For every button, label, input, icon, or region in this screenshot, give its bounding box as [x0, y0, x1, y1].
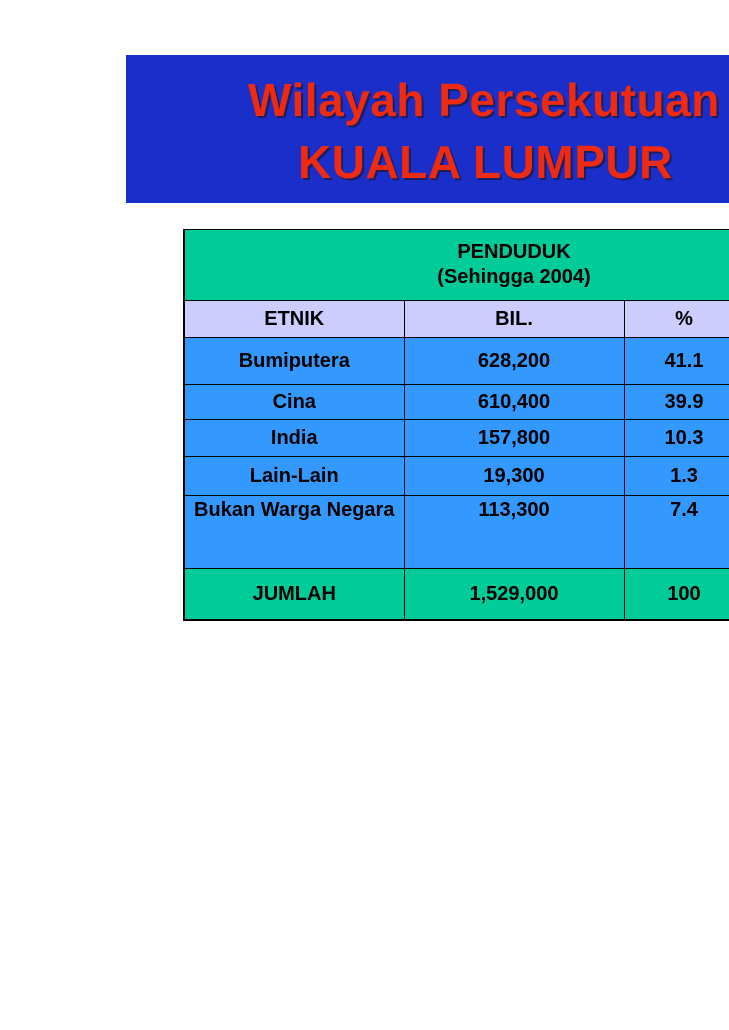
cell-percent: 41.1: [624, 338, 729, 385]
title-line-1: Wilayah Persekutuan: [248, 74, 720, 126]
cell-etnik: India: [184, 420, 404, 457]
cell-etnik: Lain-Lain: [184, 457, 404, 496]
column-header-etnik: ETNIK: [184, 301, 404, 338]
cell-etnik: Bumiputera: [184, 338, 404, 385]
cell-bil: 628,200: [404, 338, 624, 385]
cell-bil: 610,400: [404, 385, 624, 420]
population-table: [183, 229, 729, 621]
cell-percent: 10.3: [624, 420, 729, 457]
cell-bil: 113,300: [404, 496, 624, 569]
total-percent: 100: [624, 569, 729, 621]
total-bil: 1,529,000: [404, 569, 624, 621]
table-row: [184, 385, 729, 420]
table-row: [184, 496, 729, 569]
population-table-container: [183, 229, 729, 621]
group-header-label: PENDUDUK: [457, 241, 571, 263]
cell-percent: 7.4: [624, 496, 729, 569]
table-row: [184, 338, 729, 385]
cell-bil: 19,300: [404, 457, 624, 496]
total-row: [184, 569, 729, 621]
column-header-row: [184, 301, 729, 338]
group-header-sublabel: (Sehingga 2004): [437, 266, 591, 288]
title-line-2: KUALA LUMPUR: [298, 136, 673, 188]
group-header-cell: [404, 230, 624, 301]
cell-etnik: Cina: [184, 385, 404, 420]
column-header-bil: BIL.: [404, 301, 624, 338]
cell-bil: 157,800: [404, 420, 624, 457]
table-row: [184, 457, 729, 496]
cell-percent: 1.3: [624, 457, 729, 496]
group-header-blank-cell: [184, 230, 404, 301]
total-label: JUMLAH: [184, 569, 404, 621]
group-header-row: [184, 230, 729, 301]
title-banner: [126, 55, 729, 203]
column-header-percent: %: [624, 301, 729, 338]
group-header-blank-cell-right: [624, 230, 729, 301]
cell-percent: 39.9: [624, 385, 729, 420]
cell-etnik: Bukan Warga Negara: [184, 496, 404, 569]
table-row: [184, 420, 729, 457]
